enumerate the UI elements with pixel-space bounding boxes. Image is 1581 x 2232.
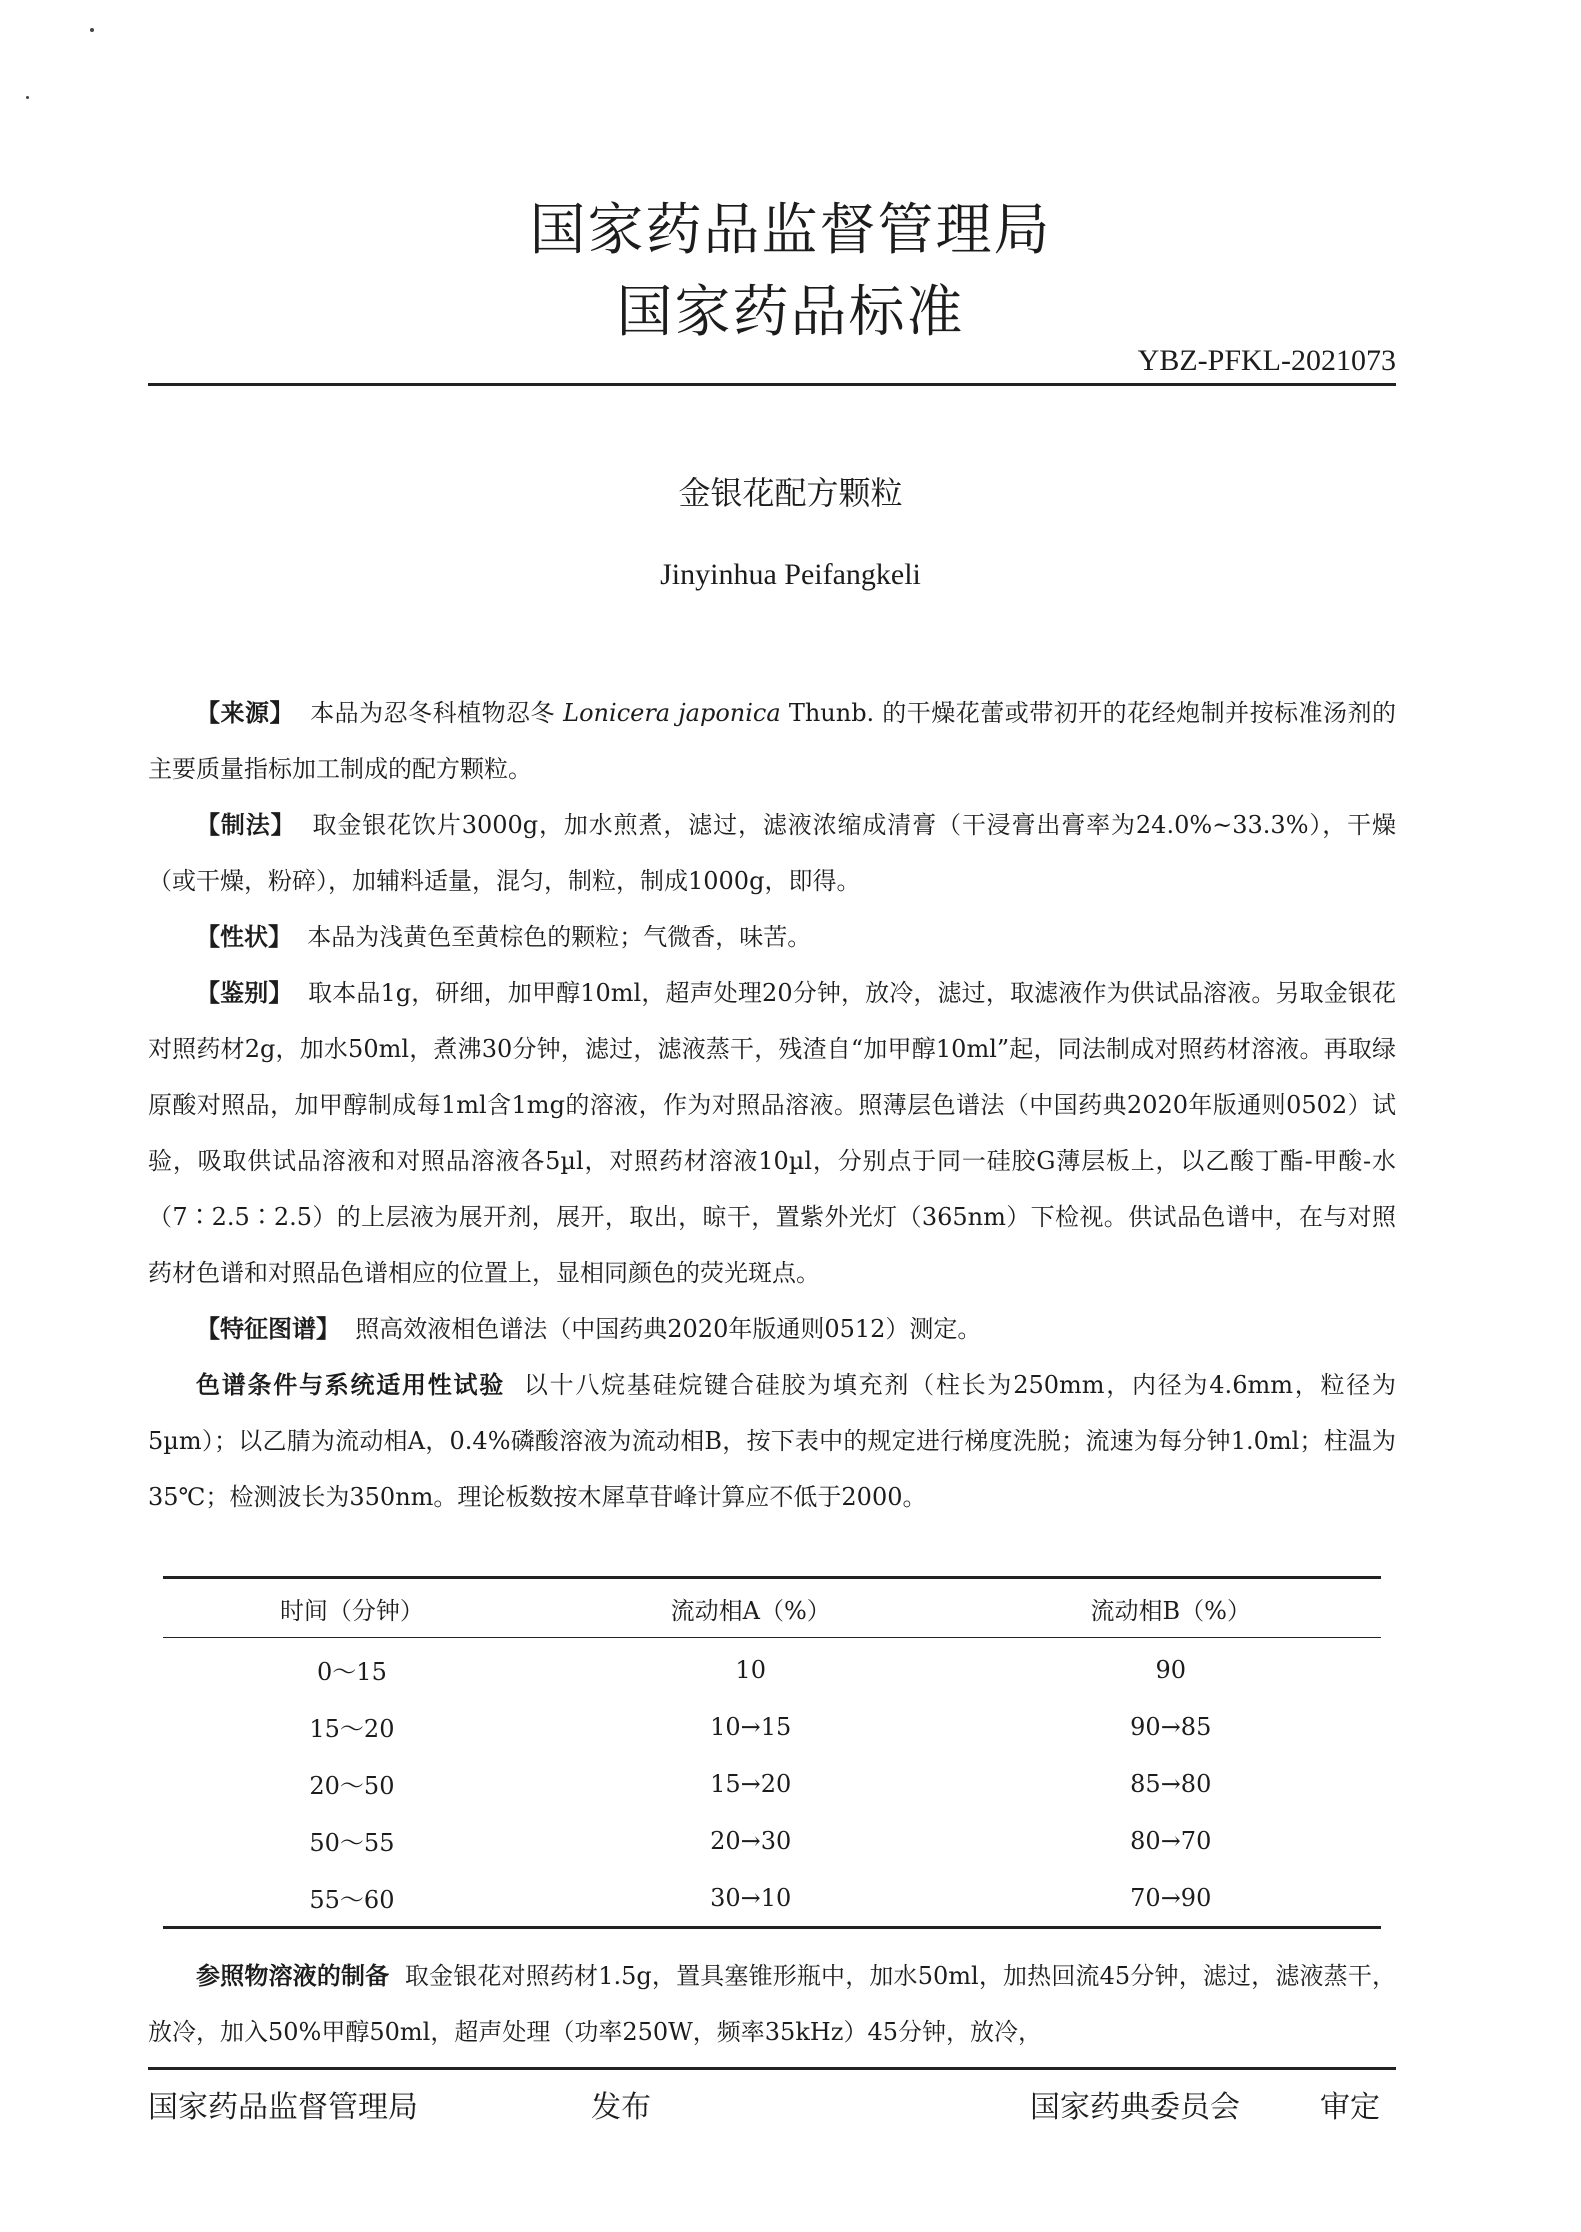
column-header: 流动相B（%） [961, 1578, 1381, 1638]
table-cell: 10→15 [710, 1712, 792, 1741]
footer [148, 2082, 1396, 2132]
section-label: 【制法】 [196, 811, 296, 839]
footer-divider [148, 2067, 1396, 2070]
latin-name: Lonicera japonica [563, 699, 781, 727]
header-divider [148, 383, 1396, 386]
section-label: 【性状】 [196, 923, 292, 951]
agency-title: 国家药品监督管理局 [529, 198, 1052, 263]
table-header-row [163, 1578, 1381, 1638]
gradient-table [163, 1576, 1381, 1929]
section-text: 以十八烷基硅烷键合硅胶为填充剂（柱长为250mm，内径为4.6mm，粒径为5µm）；以乙腈为流动相A，0.4%磷酸溶液为流动相B，按下表中的规定进行梯度洗脱；流速为每分钟1.0ml；柱温为35℃；检测波长为350nm。理论板数按木犀草苷峰计算应不低于2000。 [148, 1371, 1396, 1511]
column-header: 时间（分钟） [163, 1578, 541, 1638]
table-row [163, 1812, 1381, 1869]
section-text: Thunb. 的干燥花蕾或带初开的花经炮制并按标准汤剂的主要质量指标加工制成的配方颗粒。 [148, 699, 1397, 783]
section-identification [148, 965, 1396, 1301]
scan-speck [26, 96, 29, 99]
document-body [148, 685, 1396, 1525]
section-description [148, 909, 1396, 965]
section-chromatography [148, 1357, 1396, 1525]
section-text: 本品为忍冬科植物忍冬 [310, 699, 556, 727]
footer-review-action: 审定 [1320, 2090, 1380, 2125]
table-cell: 50～55 [309, 1829, 395, 1857]
section-label: 色谱条件与系统适用性试验 [196, 1371, 506, 1399]
scan-speck [90, 28, 94, 32]
table-cell: 15～20 [309, 1715, 395, 1743]
section-preparation [148, 797, 1396, 909]
section-label: 【来源】 [196, 699, 294, 727]
table-row [163, 1638, 1381, 1699]
section-reference-solution [148, 1948, 1396, 2060]
section-source [148, 685, 1396, 797]
section-label: 【特征图谱】 [196, 1315, 340, 1343]
table-cell: 0～15 [317, 1658, 387, 1686]
footer-reviewer: 国家药典委员会 [1030, 2090, 1240, 2125]
section-text: 本品为浅黄色至黄棕色的颗粒；气微香，味苦。 [307, 923, 812, 951]
table-cell: 70→90 [1130, 1883, 1212, 1912]
standard-code: YBZ-PFKL-2021073 [1137, 344, 1396, 377]
section-fingerprint [148, 1301, 1396, 1357]
table-cell: 90→85 [1130, 1712, 1212, 1741]
agency-header [0, 190, 1581, 354]
section-text: 取本品1g，研细，加甲醇10ml，超声处理20分钟，放冷，滤过，取滤液作为供试品溶液。另取金银花对照药材2g，加水50ml，煮沸30分钟，滤过，滤液蒸干，残渣自“加甲醇10ml”起，同法制成对照药材溶液。再取绿原酸对照品，加甲醇制成每1ml含1mg的溶液，作为对照品溶液。照薄层色谱法（中国药典2020年版通则0502）试验，吸取供试品溶液和对照品溶液各5µl，对照药材溶液10µl，分别点于同一硅胶G薄层板上，以乙酸丁酯-甲酸-水（7∶2.5∶2.5）的上层液为展开剂，展开，取出，晾干，置紫外光灯（365nm）下检视。供试品色谱中，在与对照药材色谱和对照品色谱相应的位置上，显相同颜色的荧光斑点。 [148, 979, 1397, 1287]
footer-issuer: 国家药品监督管理局 [148, 2090, 418, 2125]
table-cell: 20～50 [309, 1772, 395, 1800]
document-title: 金银花配方颗粒 [678, 474, 903, 512]
section-text: 取金银花对照药材1.5g，置具塞锥形瓶中，加水50ml，加热回流45分钟，滤过，滤液蒸干，放冷，加入50%甲醇50ml，超声处理（功率250W，频率35kHz）45分钟，放冷， [148, 1962, 1396, 2046]
standard-title: 国家药品标准 [616, 280, 965, 345]
table-row [163, 1869, 1381, 1928]
section-label: 【鉴别】 [196, 979, 293, 1007]
document-body-continued [148, 1948, 1396, 2060]
table-cell: 20→30 [710, 1826, 792, 1855]
table-cell: 85→80 [1130, 1769, 1212, 1798]
table-cell: 15→20 [710, 1769, 792, 1798]
footer-issue-action: 发布 [591, 2090, 651, 2125]
section-text: 照高效液相色谱法（中国药典2020年版通则0512）测定。 [355, 1315, 982, 1343]
section-label: 参照物溶液的制备 [196, 1962, 390, 1990]
table-row [163, 1755, 1381, 1812]
table-cell: 30→10 [710, 1883, 792, 1912]
column-header: 流动相A（%） [541, 1578, 961, 1638]
table-row [163, 1698, 1381, 1755]
table-cell: 80→70 [1130, 1826, 1212, 1855]
table-cell: 90 [1155, 1655, 1187, 1684]
document-pinyin: Jinyinhua Peifangkeli [660, 558, 921, 591]
section-text: 取金银花饮片3000g，加水煎煮，滤过，滤液浓缩成清膏（干浸膏出膏率为24.0%~33.3%），干燥（或干燥，粉碎），加辅料适量，混匀，制粒，制成1000g，即得。 [148, 811, 1396, 895]
table-cell: 10 [735, 1655, 766, 1684]
table-cell: 55～60 [309, 1886, 395, 1914]
